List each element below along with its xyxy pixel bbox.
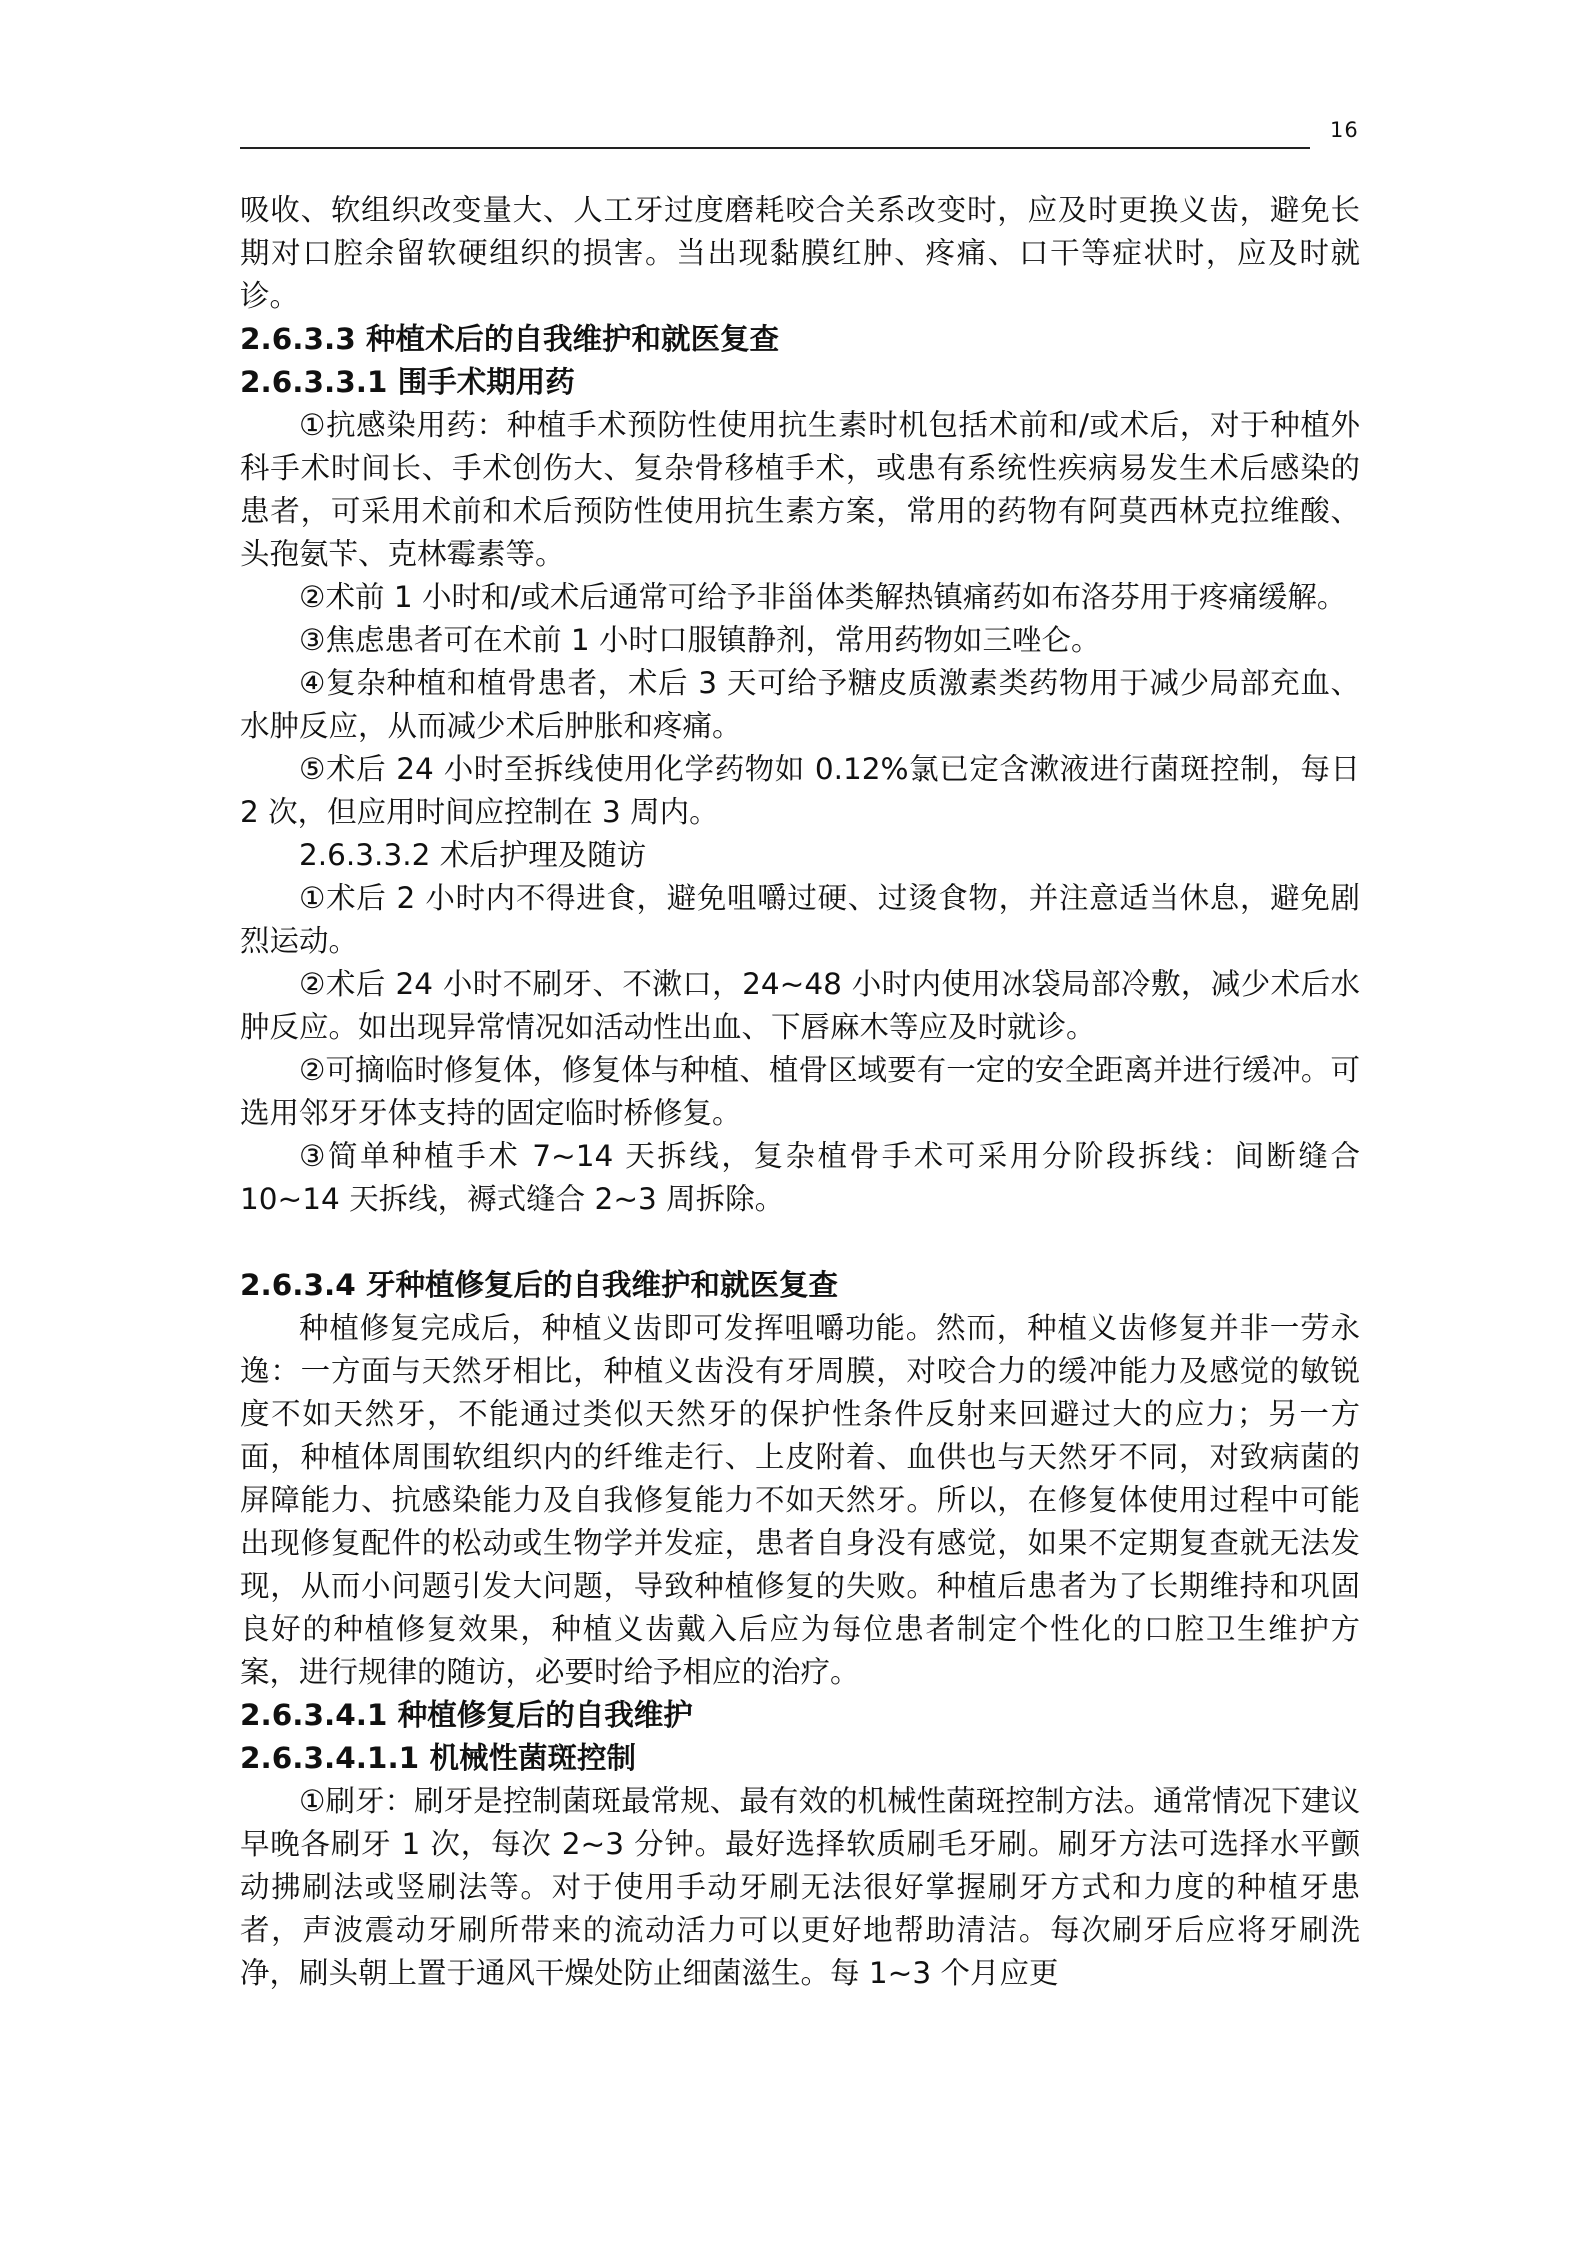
list-item: ⑤术后 24 小时至拆线使用化学药物如 0.12%氯已定含漱液进行菌斑控制，每日 2 次，但应用时间应控制在 3 周内。	[240, 752, 1360, 829]
list-item: ②术前 1 小时和/或术后通常可给予非甾体类解热镇痛药如布洛芬用于疼痛缓解。	[299, 580, 1347, 614]
paragraph: 吸收、软组织改变量大、人工牙过度磨耗咬合关系改变时，应及时更换义齿，避免长期对口腔余留软硬组织的损害。当出现黏膜红肿、疼痛、口干等症状时，应及时就诊。	[240, 193, 1360, 313]
section-heading: 2.6.3.4 牙种植修复后的自我维护和就医复查	[240, 1268, 838, 1302]
document-body	[240, 189, 1360, 1995]
list-item: ②术后 24 小时不刷牙、不漱口，24~48 小时内使用冰袋局部冷敷，减少术后水肿反应。如出现异常情况如活动性出血、下唇麻木等应及时就诊。	[240, 967, 1360, 1044]
list-item: ①抗感染用药：种植手术预防性使用抗生素时机包括术前和/或术后，对于种植外科手术时间长、手术创伤大、复杂骨移植手术，或患有系统性疾病易发生术后感染的患者，可采用术前和术后预防性使用抗生素方案，常用的药物有阿莫西林克拉维酸、头孢氨苄、克林霉素等。	[240, 408, 1360, 571]
subsection-heading: 2.6.3.4.1.1 机械性菌斑控制	[240, 1741, 636, 1775]
page-number: 16	[1330, 118, 1359, 142]
list-item: ①刷牙：刷牙是控制菌斑最常规、最有效的机械性菌斑控制方法。通常情况下建议早晚各刷牙 1 次，每次 2~3 分钟。最好选择软质刷毛牙刷。刷牙方法可选择水平颤动拂刷法或竖刷法等。对于使用手动牙刷无法很好掌握刷牙方式和力度的种植牙患者，声波震动牙刷所带来的流动活力可以更好地帮助清洁。每次刷牙后应将牙刷洗净，刷头朝上置于通风干燥处防止细菌滋生。每 1~3 个月应更	[240, 1784, 1360, 1990]
list-item: ④复杂种植和植骨患者，术后 3 天可给予糖皮质激素类药物用于减少局部充血、水肿反应，从而减少术后肿胀和疼痛。	[240, 666, 1360, 743]
list-item: ①术后 2 小时内不得进食，避免咀嚼过硬、过烫食物，并注意适当休息，避免剧烈运动。	[240, 881, 1360, 958]
header-rule	[240, 147, 1310, 149]
subsection-heading: 2.6.3.4.1 种植修复后的自我维护	[240, 1698, 693, 1732]
list-item: ②可摘临时修复体，修复体与种植、植骨区域要有一定的安全距离并进行缓冲。可选用邻牙牙体支持的固定临时桥修复。	[240, 1053, 1360, 1130]
section-gap	[240, 1221, 1360, 1264]
subsection-heading: 2.6.3.3.2 术后护理及随访	[299, 838, 647, 872]
list-item: ③焦虑患者可在术前 1 小时口服镇静剂，常用药物如三唑仑。	[299, 623, 1101, 657]
list-item: ③简单种植手术 7~14 天拆线，复杂植骨手术可采用分阶段拆线：间断缝合 10~14 天拆线，褥式缝合 2~3 周拆除。	[240, 1139, 1360, 1216]
subsection-heading: 2.6.3.3.1 围手术期用药	[240, 365, 575, 399]
paragraph: 种植修复完成后，种植义齿即可发挥咀嚼功能。然而，种植义齿修复并非一劳永逸：一方面与天然牙相比，种植义齿没有牙周膜，对咬合力的缓冲能力及感觉的敏锐度不如天然牙，不能通过类似天然牙的保护性条件反射来回避过大的应力；另一方面，种植体周围软组织内的纤维走行、上皮附着、血供也与天然牙不同，对致病菌的屏障能力、抗感染能力及自我修复能力不如天然牙。所以，在修复体使用过程中可能出现修复配件的松动或生物学并发症，患者自身没有感觉，如果不定期复查就无法发现，从而小问题引发大问题，导致种植修复的失败。种植后患者为了长期维持和巩固良好的种植修复效果，种植义齿戴入后应为每位患者制定个性化的口腔卫生维护方案，进行规律的随访，必要时给予相应的治疗。	[240, 1311, 1360, 1689]
section-heading: 2.6.3.3 种植术后的自我维护和就医复查	[240, 322, 779, 356]
